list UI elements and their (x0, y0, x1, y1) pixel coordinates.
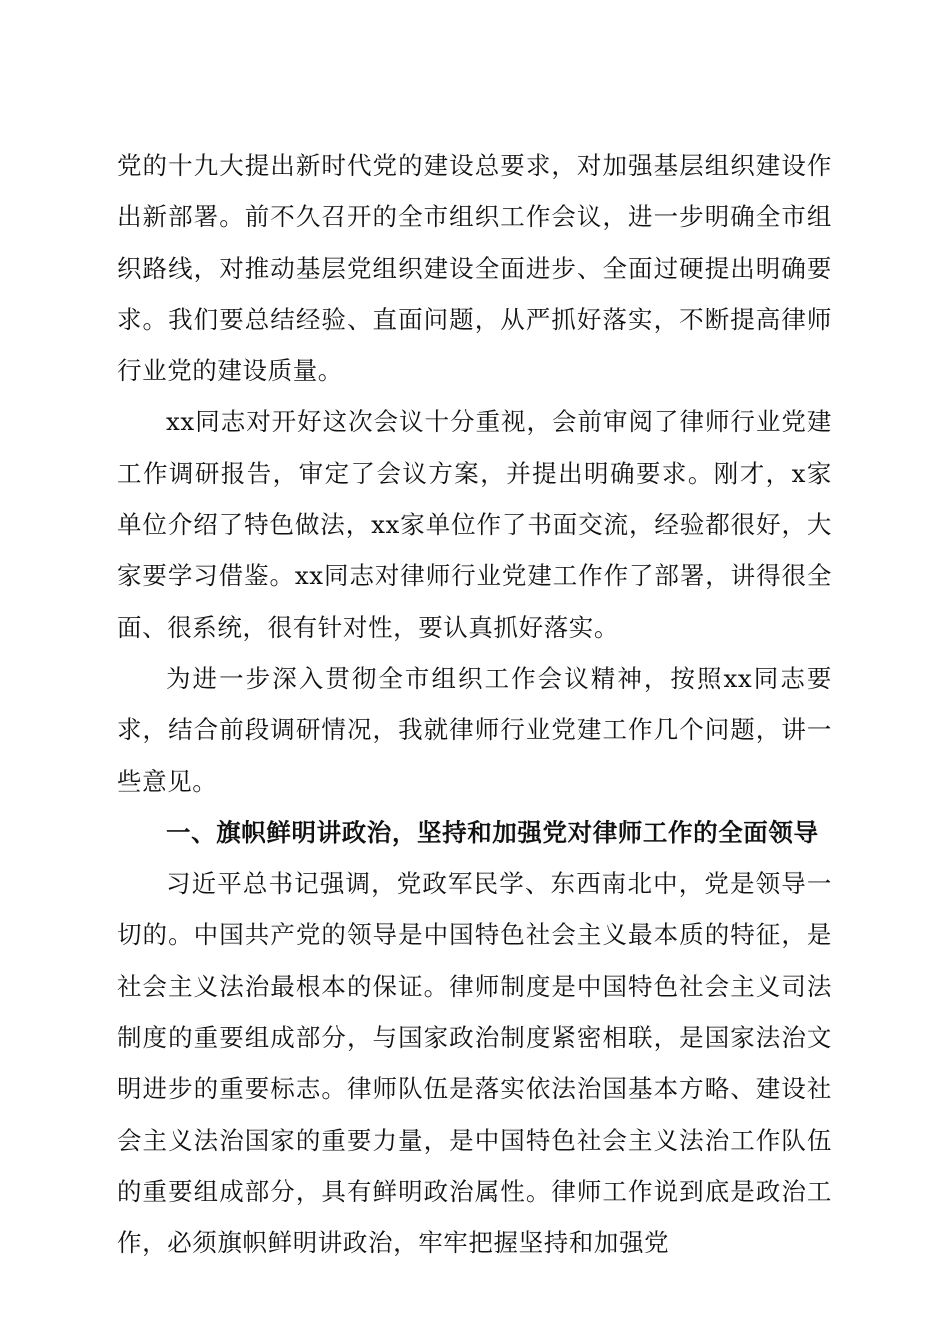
paragraph-purpose: 为进一步深入贯彻全市组织工作会议精神，按照xx同志要求，结合前段调研情况，我就律师行业党建工作几个问题，讲一些意见。 (117, 663, 832, 796)
paragraph-section-1: 习近平总书记强调，党政军民学、东西南北中，党是领导一切的。中国共产党的领导是中国特色社会主义最本质的特征，是社会主义法治最根本的保证。律师制度是中国特色社会主义司法制度的重要组成部分，与国家政治制度紧密相联，是国家法治文明进步的重要标志。律师队伍是落实依法治国基本方略、建设社会主义法治国家的重要力量，是中国特色社会主义法治工作队伍的重要组成部分，具有鲜明政治属性。律师工作说到底是政治工作，必须旗帜鲜明讲政治，牢牢把握坚持和加强党 (117, 869, 832, 1258)
section-heading-1: 一、旗帜鲜明讲政治，坚持和加强党对律师工作的全面领导 (166, 817, 819, 847)
paragraph-meeting-review: xx同志对开好这次会议十分重视，会前审阅了律师行业党建工作调研报告，审定了会议方案，并提出明确要求。刚才，x家单位介绍了特色做法，xx家单位作了书面交流，经验都很好，大家要学习借鉴。xx同志对律师行业党建工作作了部署，讲得很全面、很系统，很有针对性，要认真抓好落实。 (117, 407, 832, 642)
document-body (117, 140, 832, 1269)
paragraph-intro: 党的十九大提出新时代党的建设总要求，对加强基层组织建设作出新部署。前不久召开的全市组织工作会议，进一步明确全市组织路线，对推动基层党组织建设全面进步、全面过硬提出明确要求。我们要总结经验、直面问题，从严抓好落实，不断提高律师行业党的建设质量。 (117, 151, 832, 386)
